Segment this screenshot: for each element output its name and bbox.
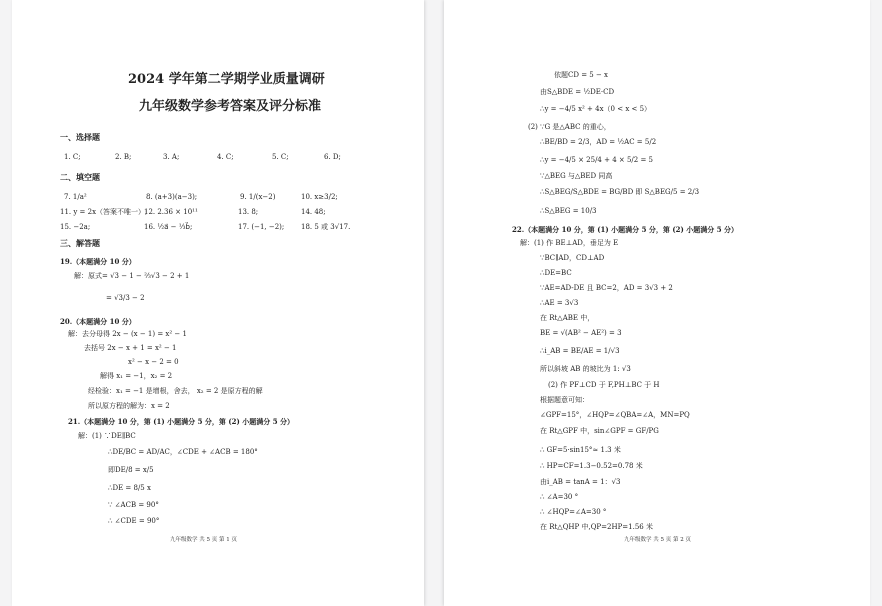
q22-line4: ∵AE=AD-DE 且 BC=2，AD = 3√3 + 2 bbox=[540, 284, 673, 292]
q19-line2: = √3/3 − 2 bbox=[106, 294, 145, 302]
q22-line6: 在 Rt△ABE 中， bbox=[540, 314, 595, 322]
section-solve: 三、解答题 bbox=[60, 238, 100, 248]
q22-line8: ∴i_AB = BE/AE = 1/√3 bbox=[540, 347, 620, 355]
q21-line4: ∴DE = 8/5 x bbox=[108, 484, 151, 492]
q21-header: 21.（本题满分 10 分，第 (1) 小题满分 5 分，第 (2) 小题满分 5 分） bbox=[68, 417, 295, 426]
r-line7: ∵△BEG 与△BED 同高 bbox=[540, 172, 613, 180]
q22-line11: 根据题意可知： bbox=[540, 396, 589, 404]
choice-3: 3. A; bbox=[163, 153, 180, 161]
fill-7: 7. 1/a² bbox=[64, 193, 87, 201]
q22-line14: ∴ GF=5·sin15°≈ 1.3 米 bbox=[540, 446, 621, 454]
choice-4: 4. C; bbox=[217, 153, 234, 161]
fill-15: 15. −2a; bbox=[60, 223, 91, 231]
r-line5: ∴BE/BD = 2/3，AD = ½AC = 5/2 bbox=[540, 138, 657, 146]
q22-header: 22.（本题满分 10 分，第 (1) 小题满分 5 分，第 (2) 小题满分 5 分） bbox=[512, 225, 739, 234]
q22-line18: ∴ ∠HQP=∠A=30 ° bbox=[540, 508, 607, 516]
q21-line6: ∴ ∠CDE = 90° bbox=[108, 517, 160, 525]
q20-line6: 所以原方程的解为：x = 2 bbox=[88, 402, 170, 410]
fill-12: 12. 2.36 × 10¹¹ bbox=[144, 208, 198, 216]
q19-header: 19.（本题满分 10 分） bbox=[60, 257, 136, 266]
q20-line1: 解：去分母得 2x − (x − 1) = x² − 1 bbox=[68, 330, 187, 338]
q22-line16: 由i_AB = tanA = 1：√3 bbox=[540, 478, 621, 486]
q22-line10: (2) 作 PF⊥CD 于 F,PH⊥BC 于 H bbox=[548, 381, 660, 389]
fill-11: 11. y = 2x（答案不唯一）; bbox=[60, 208, 148, 216]
doc-subtitle: 九年级数学参考答案及评分标准 bbox=[139, 99, 322, 114]
q21-line5: ∵ ∠ACB = 90° bbox=[108, 501, 159, 509]
q22-line15: ∴ HP=CF=1.3−0.52=0.78 米 bbox=[540, 462, 643, 470]
choice-5: 5. C; bbox=[272, 153, 289, 161]
q22-line7: BE = √(AB² − AE²) = 3 bbox=[540, 329, 622, 337]
choice-2: 2. B; bbox=[115, 153, 132, 161]
fill-14: 14. 48; bbox=[301, 208, 326, 216]
q22-line9: 所以斜坡 AB 的坡比为 1: √3 bbox=[540, 365, 631, 373]
q22-line13: 在 Rt△GPF 中，sin∠GPF = GF/PG bbox=[540, 427, 659, 435]
r-line2: 由S△BDE = ½DE·CD bbox=[540, 88, 615, 96]
q19-line1: 解：原式= √3 − 1 − ⅔√3 − 2 + 1 bbox=[74, 272, 190, 280]
section-choice: 一、选择题 bbox=[60, 132, 100, 142]
q22-line19: 在 Rt△QHP 中,QP=2HP=1.56 米 bbox=[540, 523, 653, 531]
q20-line3: x² − x − 2 = 0 bbox=[128, 358, 179, 366]
fill-18: 18. 5 或 3√17. bbox=[301, 223, 351, 231]
q20-line5: 经检验：x₁ = −1 是增根，舍去， x₂ = 2 是原方程的解 bbox=[88, 387, 263, 395]
q22-line5: ∴AE = 3√3 bbox=[540, 299, 579, 307]
q22-line17: ∴ ∠A=30 ° bbox=[540, 493, 579, 501]
right-page bbox=[444, 0, 870, 606]
doc-title: 2024 学年第二学期学业质量调研 bbox=[128, 72, 325, 87]
fill-17: 17. (−1, −2); bbox=[238, 223, 285, 231]
q20-line4: 解得 x₁ = −1，x₂ = 2 bbox=[100, 372, 173, 380]
q22-line2: ∵BC∥AD，CD⊥AD bbox=[540, 254, 605, 262]
r-line8: ∴S△BEG/S△BDE = BG/BD 即 S△BEG/5 = 2/3 bbox=[540, 188, 700, 196]
q20-header: 20.（本题满分 10 分） bbox=[60, 317, 136, 326]
choice-1: 1. C; bbox=[64, 153, 81, 161]
q22-line12: ∠GPF=15°，∠HQP=∠QBA=∠A，MN=PQ bbox=[540, 411, 690, 419]
fill-10: 10. x≥3/2; bbox=[301, 193, 338, 201]
page-footer-right: 九年级数学 共 5 页 第 2 页 bbox=[624, 537, 691, 543]
section-fill: 二、填空题 bbox=[60, 172, 100, 182]
q21-line3: 即DE/8 = x/5 bbox=[108, 466, 154, 474]
choice-6: 6. D; bbox=[324, 153, 341, 161]
fill-8: 8. (a+3)(a−3); bbox=[146, 193, 198, 201]
page-footer: 九年级数学 共 5 页 第 1 页 bbox=[170, 537, 237, 543]
r-line3: ∴y = −4/5 x² + 4x（0 < x < 5） bbox=[540, 105, 652, 113]
q21-line1: 解：(1) ∵DE∥BC bbox=[78, 432, 136, 440]
q21-line2: ∴DE/BC = AD/AC，∠CDE + ∠ACB = 180° bbox=[108, 448, 258, 456]
r-line6: ∴y = −4/5 × 25/4 + 4 × 5/2 = 5 bbox=[540, 156, 654, 164]
fill-16: 16. ½a⃗ − ⅓b⃗; bbox=[144, 223, 193, 231]
fill-13: 13. 8; bbox=[238, 208, 259, 216]
q20-line2: 去括号 2x − x + 1 = x² − 1 bbox=[84, 344, 177, 352]
r-line1: 依题CD = 5 − x bbox=[554, 71, 609, 79]
q22-line1: 解：(1) 作 BE⊥AD，垂足为 E bbox=[520, 239, 619, 247]
left-page bbox=[12, 0, 424, 606]
q22-line3: ∴DE=BC bbox=[540, 269, 572, 277]
r-line9: ∴S△BEG = 10/3 bbox=[540, 207, 597, 215]
fill-9: 9. 1/(x−2) bbox=[240, 193, 276, 201]
r-line4: (2) ∵G 是△ABC 的重心， bbox=[528, 123, 611, 131]
